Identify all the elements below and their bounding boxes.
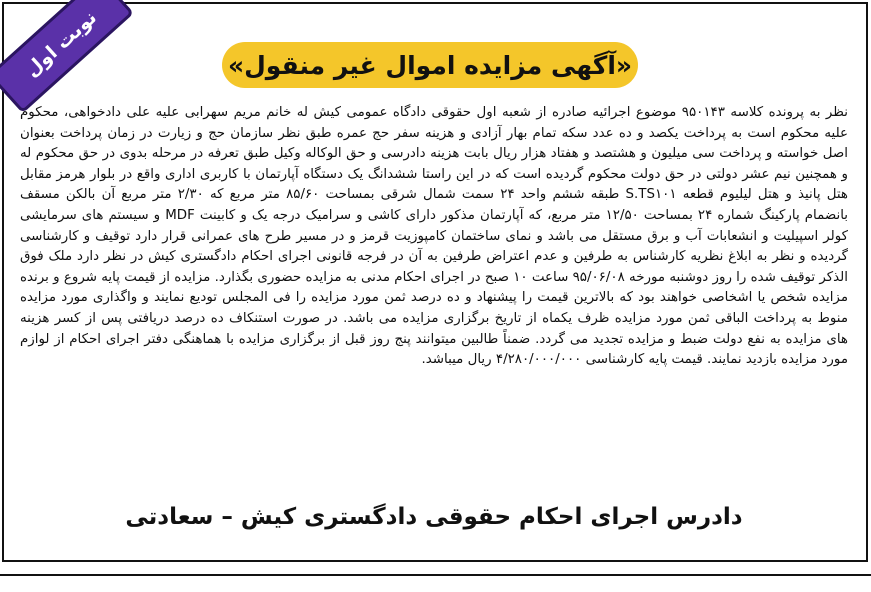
notice-signature: دادرس اجرای احکام حقوقی دادگستری کیش – سعادتی <box>125 504 743 530</box>
notice-title: «آگهی مزایده اموال غیر منقول» <box>227 50 633 80</box>
next-notice-edge <box>0 574 871 592</box>
notice-title-bar <box>222 42 638 88</box>
notice-body: نظر به پرونده کلاسه ۹۵۰۱۴۳ موضوع اجرائیه صادره از شعبه اول حقوقی دادگاه عمومی کیش له خانم مریم سهرابی علیه علی دادخواهی، محکوم علیه محکوم است به پرداخت یکصد و ده عدد سکه تمام بهار آزادی و هزینه سفر حج عمره طبق نظر سازمان حج و زیارت در زمان پرداخت بعنوان اصل خواسته و پرداخت سی میلیون و هشتصد و هفتاد هزار ریال بابت هزینه دادرسی و حق الوکاله وکیل طبق تعرفه در مرحله بدوی در حق محکوم له و همچنین نیم عشر دولتی در حق دولت محکوم گردیده است که در این راستا ششدانگ یک دستگاه آپارتمان با کاربری اداری واقع در بلوار هرمز مقابل هتل پانیذ و هتل لیلیوم قطعه S.TS۱۰۱ طبقه ششم واحد ۲۴ سمت شمال شرقی بمساحت ۸۵/۶۰ متر مربع که ۲/۳۰ متر مربع آن بالکن مسقف بانضمام پارکینگ شماره ۲۴ بمساحت ۱۲/۵۰ متر مربع، که آپارتمان مذکور دارای کاشی و سرامیک درجه یک و کابینت MDF و سیستم های سرمایشی کولر اسپیلیت و انشعابات آب و برق مستقل می باشد و نمای ساختمان کامپوزیت قرمز و در مسیر طرح های عمرانی قرار دارد توقیف و کارشناسی گردیده و نظر به ابلاغ نظریه کارشناس به طرفین و عدم اعتراض طرفین به آن در فرجه قانونی اجرای احکام دادگستری کیش در نظر دارد ملک فوق الذکر توقیف شده را روز دوشنبه مورخه ۹۵/۰۶/۰۸ ساعت ۱۰ صبح در اجرای احکام مدنی به مزایده حضوری بگذارد. مزایده از قیمت پایه شروع و برنده مزایده شخص یا اشخاصی خواهند بود که بالاترین قیمت را پیشنهاد و ده درصد ثمن مورد مزایده را فی المجلس تودیع نمایند و واگذاری مورد مزایده منوط به پرداخت الباقی ثمن مورد مزایده ظرف یکماه از تاریخ برگزاری مزایده می باشد. در صورت استنکاف ده درصد دریافتی پس از کسر هزینه های مزایده به نفع دولت ضبط و مزایده تجدید می گردد. ضمناً طالبین میتوانند پنج روز قبل از برگزاری مزایده با هماهنگی دفتر اجرای احکام از لوازم مورد مزایده بازدید نمایند. قیمت پایه کارشناسی ۴/۲۸۰/۰۰۰/۰۰۰ ریال میباشد. <box>20 105 849 368</box>
edition-badge-label: نوبت اول <box>0 0 134 114</box>
